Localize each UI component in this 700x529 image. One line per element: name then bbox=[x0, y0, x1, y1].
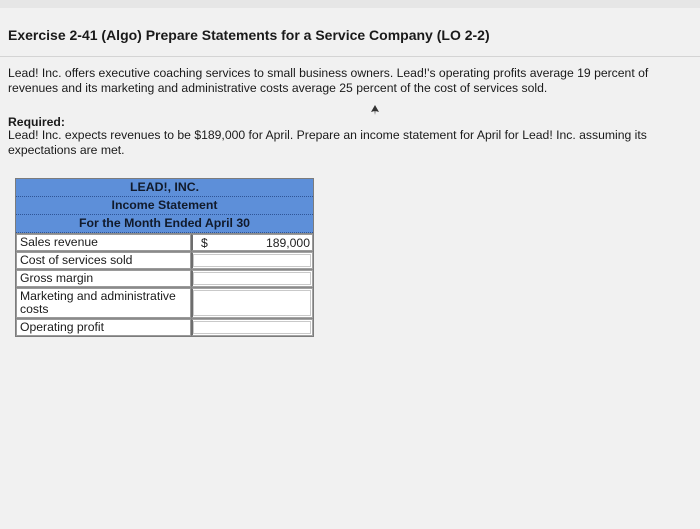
required-label: Required: bbox=[8, 115, 65, 129]
currency-symbol: $ bbox=[201, 235, 208, 250]
exercise-intro: Lead! Inc. offers executive coaching services to small business owners. Lead!'s operating profits average 19 percent of revenues and its marketing and administrative costs average 25 percent of the cost of services sold. bbox=[8, 66, 649, 95]
title-divider bbox=[0, 56, 700, 57]
marketing-admin-costs-input[interactable] bbox=[191, 288, 313, 318]
sales-revenue-field[interactable] bbox=[191, 234, 313, 251]
table-row bbox=[16, 318, 313, 336]
table-row bbox=[16, 233, 313, 251]
statement-name: Income Statement bbox=[16, 197, 313, 215]
row-label-gross-margin: Gross margin bbox=[16, 270, 191, 287]
required-text: Lead! Inc. expects revenues to be $189,000 for April. Prepare an income statement for April for Lead! Inc. assuming its expectations are met. bbox=[8, 128, 647, 157]
table-row bbox=[16, 269, 313, 287]
sales-revenue-value: 189,000 bbox=[265, 235, 310, 250]
company-name: LEAD!, INC. bbox=[16, 179, 313, 197]
income-statement-table bbox=[15, 178, 314, 337]
statement-header bbox=[16, 179, 313, 233]
top-bar bbox=[0, 0, 700, 8]
row-label-sales-revenue: Sales revenue bbox=[16, 234, 191, 251]
row-label-operating-profit: Operating profit bbox=[16, 319, 191, 336]
statement-period: For the Month Ended April 30 bbox=[16, 215, 313, 233]
operating-profit-input[interactable] bbox=[191, 319, 313, 336]
exercise-title: Exercise 2-41 (Algo) Prepare Statements for a Service Company (LO 2-2) bbox=[8, 27, 490, 43]
table-row bbox=[16, 287, 313, 318]
row-label-cost-of-services-sold: Cost of services sold bbox=[16, 252, 191, 269]
gross-margin-input[interactable] bbox=[191, 270, 313, 287]
table-row bbox=[16, 251, 313, 269]
mouse-cursor-icon bbox=[370, 105, 380, 115]
row-label-marketing-admin-costs: Marketing and administrative costs bbox=[16, 288, 191, 318]
cost-of-services-sold-input[interactable] bbox=[191, 252, 313, 269]
